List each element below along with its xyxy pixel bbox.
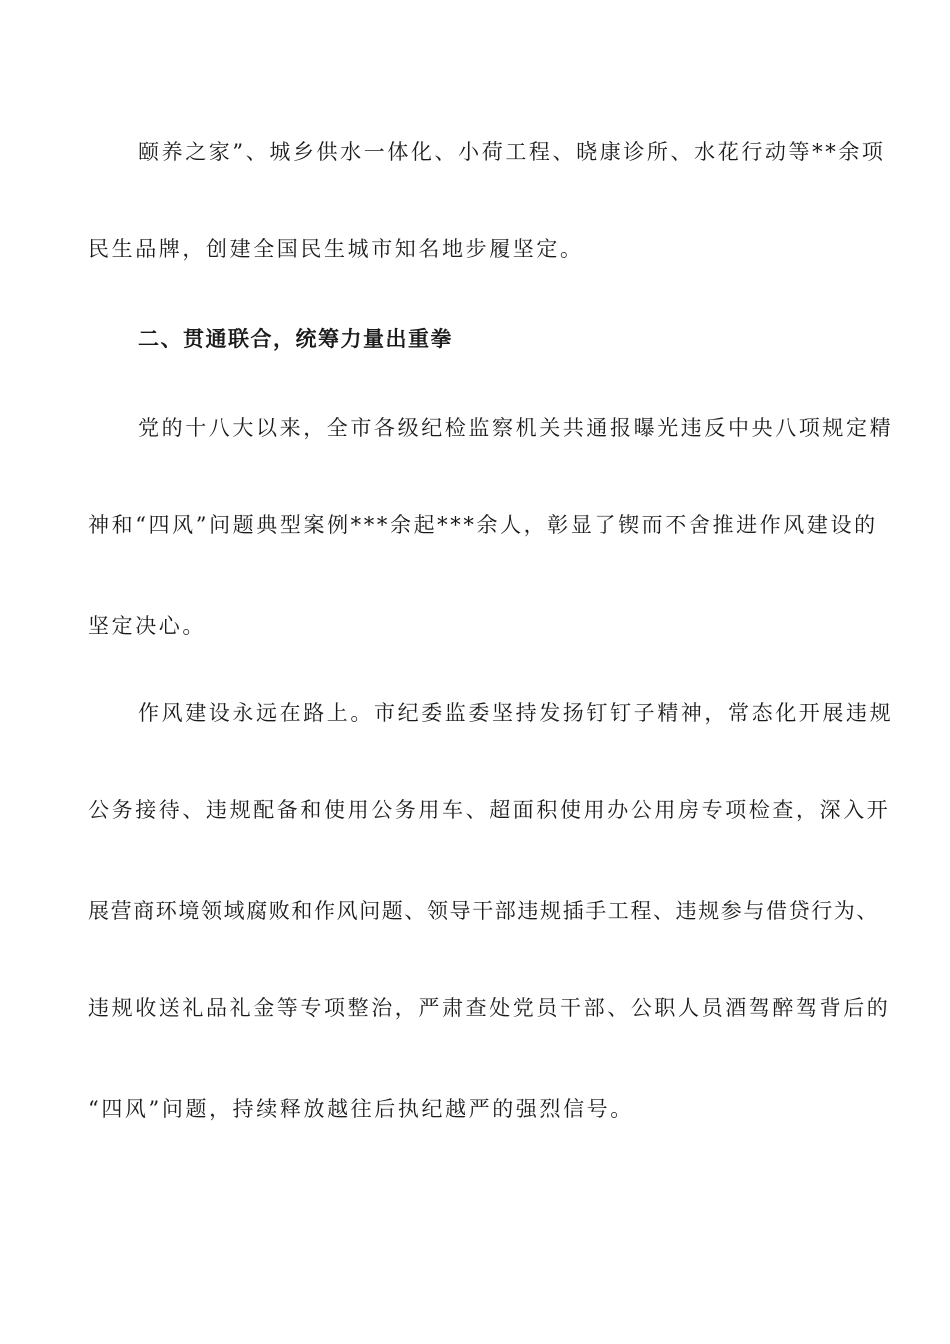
section-heading: 二、贯通联合，统筹力量出重拳 [138, 327, 453, 351]
paragraph-3-line-5: “四风”问题，持续释放越往后执纪越严的强烈信号。 [88, 1097, 634, 1121]
paragraph-3-line-4: 违规收送礼品礼金等专项整治，严肃查处党员干部、公职人员酒驾醉驾背后的 [88, 996, 891, 1020]
paragraph-3-line-2: 公务接待、违规配备和使用公务用车、超面积使用办公用房专项检查，深入开 [88, 798, 891, 822]
paragraph-2-line-3: 坚定决心。 [88, 614, 206, 638]
paragraph-1-line-2: 民生品牌，创建全国民生城市知名地步履坚定。 [88, 237, 584, 261]
paragraph-2-line-2: 神和“四风”问题典型案例***余起***余人，彰显了锲而不舍推进作风建设的 [88, 513, 878, 537]
paragraph-1-line-1: 颐养之家”、城乡供水一体化、小荷工程、晓康诊所、水花行动等**余项 [138, 140, 886, 164]
paragraph-3-line-1: 作风建设永远在路上。市纪委监委坚持发扬钉钉子精神，常态化开展违规 [138, 701, 894, 725]
paragraph-2-line-1: 党的十八大以来，全市各级纪检监察机关共通报曝光违反中央八项规定精 [138, 416, 894, 440]
paragraph-3-line-3: 展营商环境领域腐败和作风问题、领导干部违规插手工程、违规参与借贷行为、 [88, 899, 879, 923]
